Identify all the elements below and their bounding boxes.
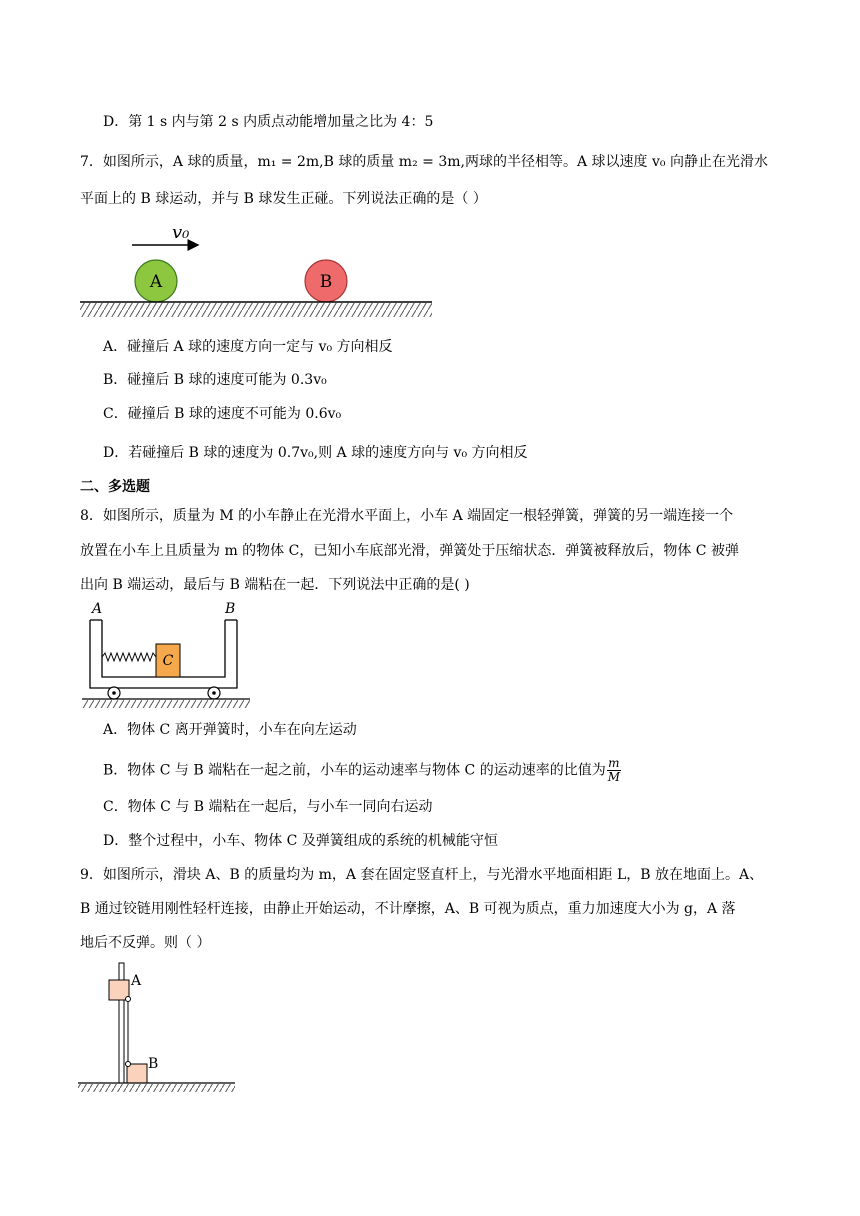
ball-a-label: A xyxy=(149,272,163,292)
section-title: 二、多选题 xyxy=(80,479,150,495)
spring xyxy=(102,653,156,661)
q8-option-c: C．物体 C 与 B 端粘在一起后，与小车一同向右运动 xyxy=(103,799,433,815)
q9-stem-line3: 地后不反弹。则（ ） xyxy=(80,935,211,951)
q7-stem-line2: 平面上的 B 球运动，并与 B 球发生正碰。下列说法正确的是（ ） xyxy=(80,191,487,207)
q7-option-c: C．碰撞后 B 球的速度不可能为 0.6v₀ xyxy=(103,406,342,422)
velocity-label: v₀ xyxy=(172,222,190,243)
q8-option-b-text: B．物体 C 与 B 端粘在一起之前，小车的运动速率与物体 C 的运动速率的比值为 xyxy=(103,762,606,779)
q9-slider-figure xyxy=(78,958,238,1093)
q9-stem-line2: B 通过铰链用刚性轻杆连接，由静止开始运动，不计摩擦，A、B 可视为质点，重力加速度大小为 g，A 落 xyxy=(80,901,736,917)
slider-b-label: B xyxy=(148,1056,159,1072)
q8-stem-line1: 8．如图所示，质量为 M 的小车静止在光滑水平面上，小车 A 端固定一根轻弹簧，弹簧的另一端连接一个 xyxy=(80,508,734,524)
q7-option-a: A．碰撞后 A 球的速度方向一定与 v₀ 方向相反 xyxy=(103,339,393,355)
ground-hatch xyxy=(82,700,250,708)
q7-stem-line1: 7．如图所示，A 球的质量，m₁ = 2m,B 球的质量 m₂ = 3m,两球的半径相等。A 球以速度 v₀ 向静止在光滑水 xyxy=(80,154,768,170)
q7-option-d: D．若碰撞后 B 球的速度为 0.7v₀,则 A 球的速度方向与 v₀ 方向相反 xyxy=(103,445,528,461)
q7-collision-figure xyxy=(80,220,440,325)
end-a-label: A xyxy=(92,601,103,617)
q8-cart-figure xyxy=(82,600,257,710)
q8-option-a: A．物体 C 离开弹簧时，小车在向左运动 xyxy=(103,722,357,738)
block-c-label: C xyxy=(162,653,174,669)
q8-stem-line2: 放置在小车上且质量为 m 的物体 C，已知小车底部光滑，弹簧处于压缩状态．弹簧被释放后，物体 C 被弹 xyxy=(80,543,739,559)
slider-b xyxy=(127,1064,147,1083)
q6-option-d: D．第 1 s 内与第 2 s 内质点动能增加量之比为 4：5 xyxy=(103,114,434,130)
q8-option-b xyxy=(103,757,621,784)
q9-stem-line1: 9．如图所示，滑块 A、B 的质量均为 m，A 套在固定竖直杆上，与光滑水平地面相距 L，B 放在地面上。A、 xyxy=(80,867,764,883)
ground-hatch xyxy=(78,1084,235,1092)
end-b-label: B xyxy=(225,601,236,617)
q8-option-d: D．整个过程中，小车、物体 C 及弹簧组成的系统的机械能守恒 xyxy=(103,833,498,849)
ball-b-label: B xyxy=(319,272,333,292)
slider-a-label: A xyxy=(131,973,142,989)
mass-ratio-fraction: $\frac{m}{M}$ xyxy=(607,756,620,784)
q7-option-b: B．碰撞后 B 球的速度可能为 0.3v₀ xyxy=(103,372,327,388)
ground-hatch xyxy=(80,303,432,317)
q8-stem-line3: 出向 B 端运动，最后与 B 端粘在一起．下列说法中正确的是( ) xyxy=(80,577,470,593)
